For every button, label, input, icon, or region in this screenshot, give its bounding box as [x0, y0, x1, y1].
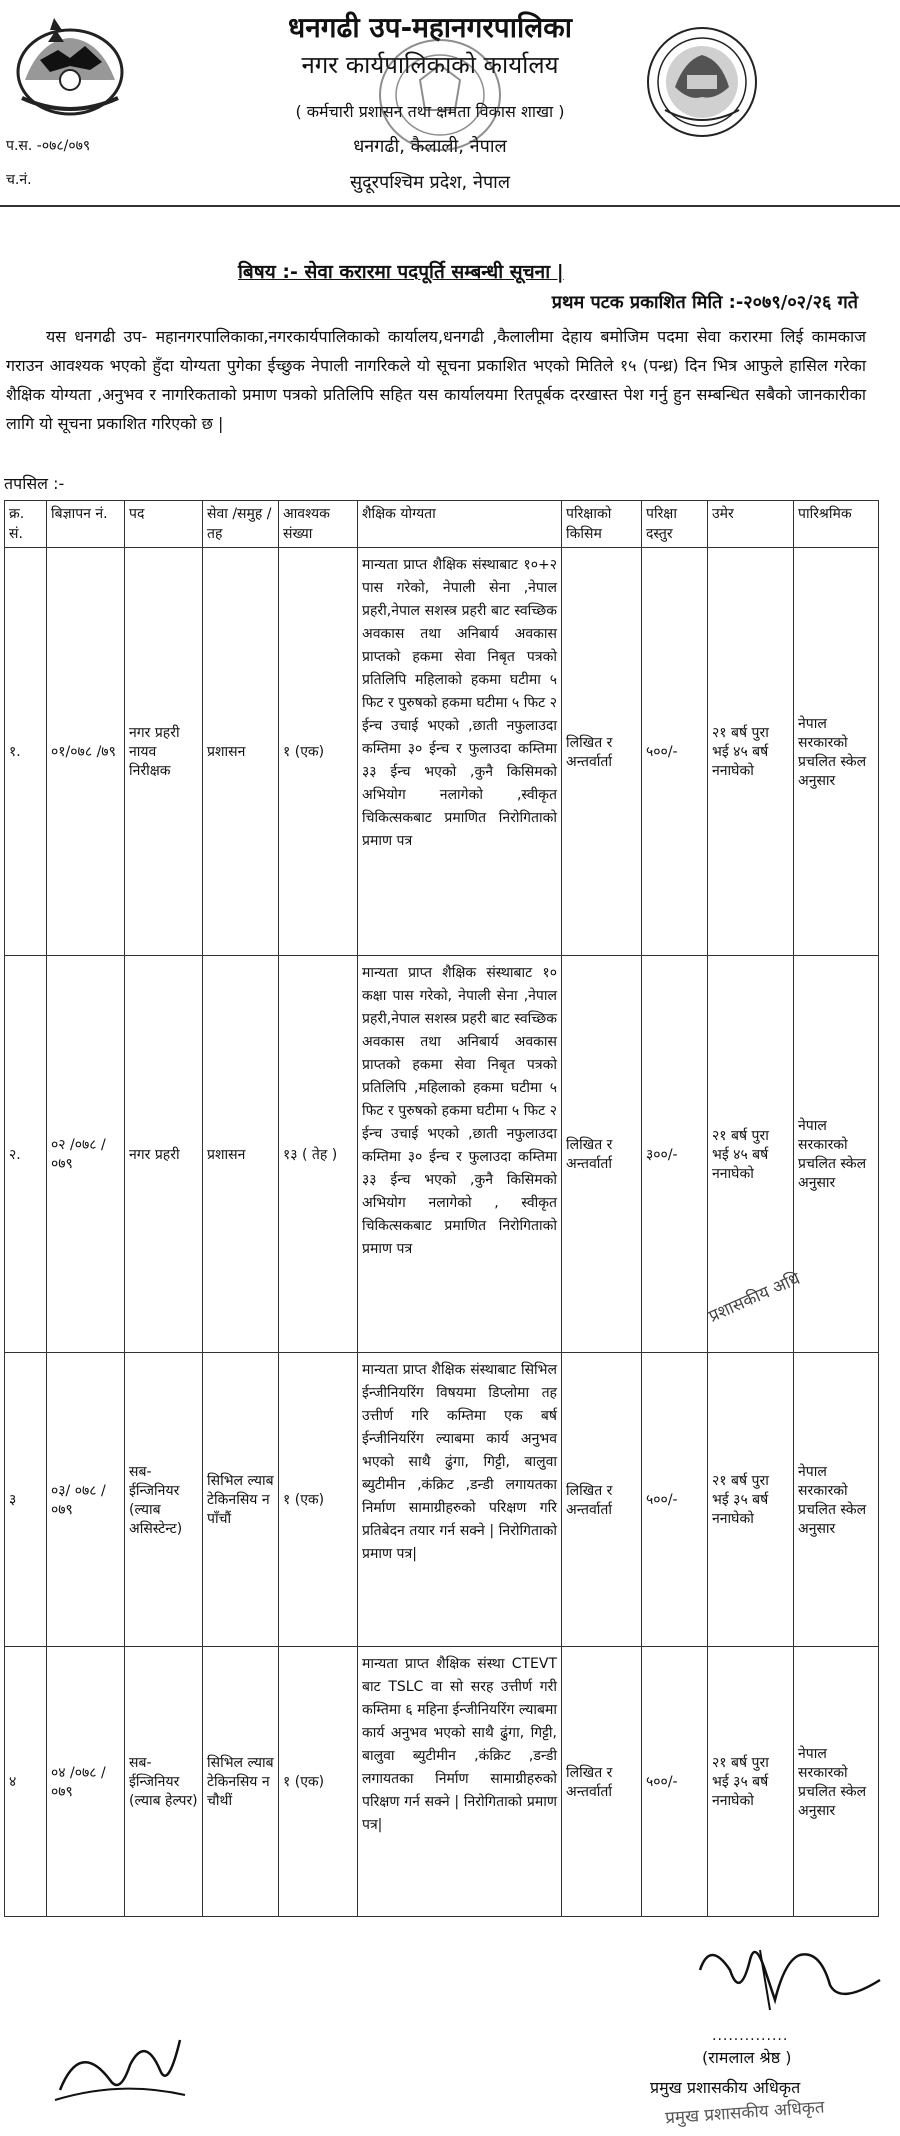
- header-divider: [0, 205, 900, 207]
- table-row: [5, 548, 879, 956]
- cell-salary: नेपाल सरकारको प्रचलित स्केल अनुसार: [794, 1353, 879, 1647]
- cell-age: २१ बर्ष पुरा भई ४५ बर्ष ननाघेको: [708, 548, 794, 956]
- cell-fee: ५००/-: [642, 548, 708, 956]
- header-count: आवश्यक संख्या: [279, 501, 358, 548]
- cell-salary: नेपाल सरकारको प्रचलित स्केल अनुसार: [794, 1647, 879, 1917]
- cell-exam: लिखित र अन्तर्वार्ता: [562, 956, 642, 1353]
- cell-salary: नेपाल सरकारको प्रचलित स्केल अनुसार: [794, 548, 879, 956]
- signature-line: ..............: [712, 2028, 789, 2044]
- cell-exam: लिखित र अन्तर्वार्ता: [562, 548, 642, 956]
- cell-post: नगर प्रहरी नायव निरीक्षक: [125, 548, 203, 956]
- left-signature-icon: [50, 2020, 190, 2110]
- cell-ad-no: ०४ /०७८ /०७९: [47, 1647, 125, 1917]
- cell-post: सब- ईन्जिनियर (ल्याब हेल्पर): [125, 1647, 203, 1917]
- header-service: सेवा /समुह /तह: [203, 501, 279, 548]
- cell-service: प्रशासन: [203, 956, 279, 1353]
- branch-name: ( कर्मचारी प्रशासन तथा क्षमता विकास शाखा ): [295, 102, 565, 121]
- notice-intro: यस धनगढी उप- महानगरपालिकाका,नगरकार्यपालिकाको कार्यालय,धनगढी ,कैलालीमा देहाय बमोजिम पदमा सेवा करारमा लिई कामकाज गराउन आवश्यक भएको हुँदा योग्यता पुगेका ईच्छुक नेपाली नागरिकले यो सूचना प्रकाशित भएको मितिले १५ (पन्ध्र) दिन भित्र आफुले हासिल गरेका शैक्षिक योग्यता ,अनुभव र नागरिकताको प्रमाण पत्रको प्रतिलिपि सहित यस कार्यालयमा रितपूर्बक दरखास्त पेश गर्नु हुन सम्बन्धित सबैको जानकारीका लागि यो सूचना प्रकाशित गरिएको छ |: [6, 327, 866, 433]
- cell-fee: ३००/-: [642, 956, 708, 1353]
- cell-post: नगर प्रहरी: [125, 956, 203, 1353]
- header-ad-no: बिज्ञापन नं.: [47, 501, 125, 548]
- signer-name: (रामलाल श्रेष्ठ ): [702, 2048, 792, 2067]
- signer-title: प्रमुख प्रशासकीय अधिकृत: [650, 2078, 801, 2097]
- table-row: [5, 1647, 879, 1917]
- office-stamp-icon: [365, 30, 515, 160]
- cell-ad-no: ०२ /०७८ /०७९: [47, 956, 125, 1353]
- cell-count: १ (एक): [279, 548, 358, 956]
- dispatch-no: च.नं.: [6, 172, 32, 188]
- table-header-row: [5, 501, 879, 548]
- cell-fee: ५००/-: [642, 1647, 708, 1917]
- cell-service: प्रशासन: [203, 548, 279, 956]
- nepal-emblem-icon: [10, 10, 130, 120]
- cell-exam: लिखित र अन्तर्वार्ता: [562, 1353, 642, 1647]
- cell-count: १ (एक): [279, 1353, 358, 1647]
- cell-qualification: मान्यता प्राप्त शैक्षिक संस्थाबाट १०+२ पास गरेको, नेपाली सेना ,नेपाल प्रहरी,नेपाल सशस्त्र प्रहरी बाट स्वच्छिक अवकास तथा अनिबार्य अवकास प्राप्तको हकमा सेवा निबृत पत्रको प्रतिलिपि महिलाको हकमा घटीमा ५ फिट र पुरुषको हकमा घटीमा ५ फिट २ ईन्च उचाई भएको ,छाती नफुलाउदा कम्तिमा ३० ईन्च र फुलाउदा कम्तिमा ३३ ईन्च भएको ,कुनै किसिमको अभियोग नलागेको ,स्वीकृत चिकित्सकबाट प्रमाणित निरोगिताको प्रमाण पत्र: [358, 548, 562, 956]
- header-sn: क्र. सं.: [5, 501, 47, 548]
- cell-ad-no: ०३/ ०७८ /०७९: [47, 1353, 125, 1647]
- header-exam: परिक्षाको किसिम: [562, 501, 642, 548]
- header-age: उमेर: [708, 501, 794, 548]
- municipality-title: धनगढी उप-महानगरपालिका: [288, 11, 572, 44]
- cell-qualification: मान्यता प्राप्त शैक्षिक संस्थाबाट सिभिल ईन्जीनियरिंग विषयमा डिप्लोमा तह उत्तीर्ण गरि कम्तिमा एक बर्ष ईन्जीनियरिंग ल्याबमा कार्य अनुभव भएको साथै ढुंगा, गिट्टी, बालुवा ब्युटीमीन ,कंक्रिट ,डन्डी लगायतका निर्माण सामाग्रीहरुको परिक्षण गरि प्रतिबेदन तयार गर्न सक्ने | निरोगिताको प्रमाण पत्र|: [358, 1353, 562, 1647]
- cell-exam: लिखित र अन्तर्वार्ता: [562, 1647, 642, 1917]
- header-qualification: शैक्षिक योग्यता: [358, 501, 562, 548]
- cell-fee: ५००/-: [642, 1353, 708, 1647]
- office-name: नगर कार्यपालिकाको कार्यालय: [301, 51, 559, 79]
- stamp-fragment: प्रशासकीय अधि: [705, 1268, 804, 1327]
- cell-sn: ३: [5, 1353, 47, 1647]
- details-label: तपसिल :-: [4, 474, 65, 493]
- cell-count: १३ ( तेह ): [279, 956, 358, 1353]
- cell-service: सिभिल ल्याब टेकिनसिय न पाँचौं: [203, 1353, 279, 1647]
- signature-icon: [690, 1930, 890, 2020]
- province-name: सुदूरपश्चिम प्रदेश, नेपाल: [349, 172, 511, 193]
- table-row: [5, 1353, 879, 1647]
- cell-age: २१ बर्ष पुरा भई ३५ बर्ष ननाघेको: [708, 1647, 794, 1917]
- cell-sn: ४: [5, 1647, 47, 1917]
- published-date: प्रथम पटक प्रकाशित मिति :-२०७९/०२/२६ गते: [551, 292, 858, 313]
- cell-qualification: मान्यता प्राप्त शैक्षिक संस्थाबाट १० कक्षा पास गरेको, नेपाली सेना ,नेपाल प्रहरी,नेपाल सशस्त्र प्रहरी बाट स्वच्छिक अवकास तथा अनिबार्य अवकास प्राप्तको हकमा सेवा निबृत पत्रको प्रतिलिपि ,महिलाको हकमा घटीमा ५ फिट र पुरुषको हकमा घटीमा ५ फिट २ ईन्च उचाई भएको ,छाती नफुलाउदा कम्तिमा ३० ईन्च र फुलाउदा कम्तिमा ३३ ईन्च भएको ,कुनै किसिमको अभियोग नलागेको , स्वीकृत चिकित्सकबाट प्रमाणित निरोगिताको प्रमाण पत्र: [358, 956, 562, 1353]
- header-post: पद: [125, 501, 203, 548]
- office-location: धनगढी, कैलाली, नेपाल: [353, 136, 507, 157]
- cell-count: १ (एक): [279, 1647, 358, 1917]
- cell-qualification: मान्यता प्राप्त शैक्षिक संस्था CTEVT बाट TSLC वा सो सरह उत्तीर्ण गरी कम्तिमा ६ महिना ईन्जीनियरिंग ल्याबमा कार्य अनुभव भएको साथै ढुंगा, गिट्टी, बालुवा ब्युटीमीन ,कंक्रिट ,डन्डी लगायतका निर्माण सामाग्रीहरुको परिक्षण गर्न सक्ने | निरोगिताको प्रमाण पत्र|: [358, 1647, 562, 1917]
- cell-salary: नेपाल सरकारको प्रचलित स्केल अनुसार: [794, 956, 879, 1353]
- cell-ad-no: ०१/०७८ /७९: [47, 548, 125, 956]
- fiscal-year-ref: प.स. -०७८/०७९: [6, 138, 91, 154]
- cell-sn: १.: [5, 548, 47, 956]
- cell-age: २१ बर्ष पुरा भई ३५ बर्ष ननाघेको: [708, 1353, 794, 1647]
- cell-post: सब- ईन्जिनियर (ल्याब असिस्टेन्ट): [125, 1353, 203, 1647]
- cell-service: सिभिल ल्याब टेकिनसिय न चौथीं: [203, 1647, 279, 1917]
- notice-subject: बिषय :- सेवा करारमा पदपूर्ति सम्बन्धी सूचना |: [238, 261, 564, 283]
- header-salary: पारिश्रमिक: [794, 501, 879, 548]
- header-fee: परिक्षा दस्तुर: [642, 501, 708, 548]
- cell-sn: २.: [5, 956, 47, 1353]
- cell-age: २१ बर्ष पुरा भई ४५ बर्ष ननाघेको: [708, 956, 794, 1353]
- designation-stamp: प्रमुख प्रशासकीय अधिकृत: [664, 2097, 826, 2129]
- vacancy-table: [4, 500, 879, 1917]
